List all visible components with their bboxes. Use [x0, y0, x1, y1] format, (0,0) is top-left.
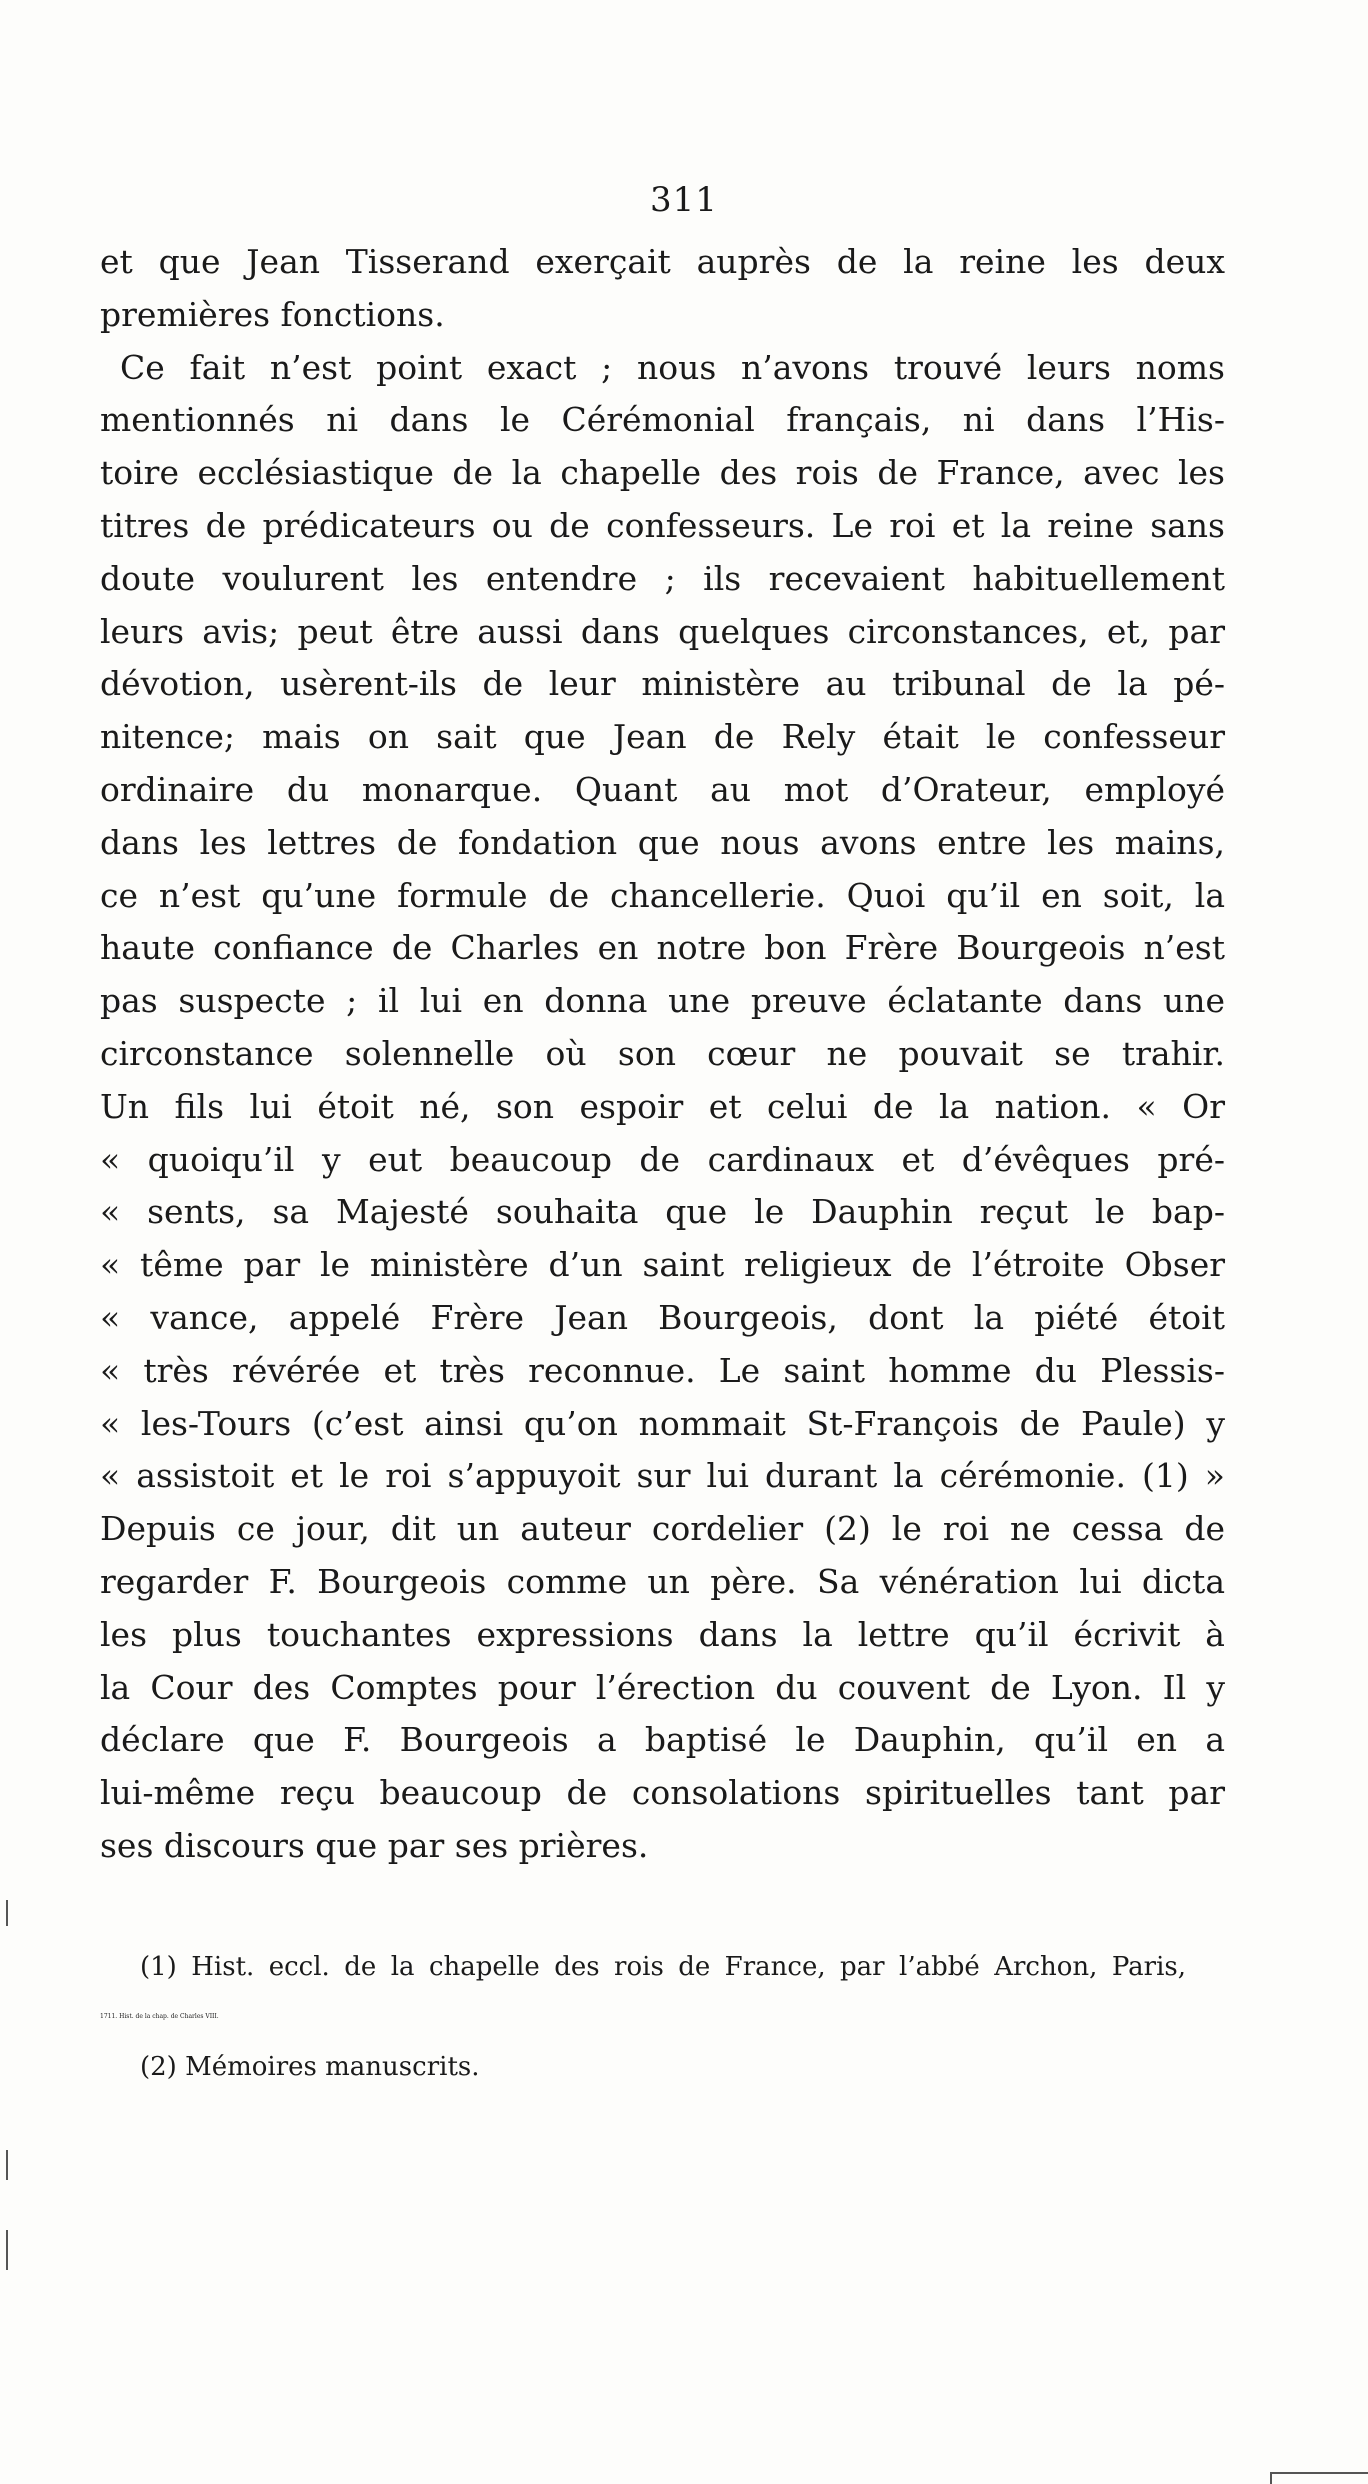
text-line: la Cour des Comptes pour l’érection du couvent de Lyon. Il y: [100, 1667, 1225, 1707]
quote-line: « assistoit et le roi s’appuyoit sur lui durant la cérémonie. (1) »: [100, 1456, 1225, 1496]
text-line: dans les lettres de fondation que nous avons entre les mains,: [100, 822, 1225, 862]
quote-line: « vance, appelé Frère Jean Bourgeois, dont la piété étoit: [100, 1297, 1225, 1337]
text-line: premières fonctions.: [100, 294, 445, 334]
footnote-2: (2) Mémoires manuscrits.: [140, 2052, 480, 2082]
text-line: Un fils lui étoit né, son espoir et celui de la nation. « Or: [100, 1086, 1225, 1126]
text-line: ce n’est qu’une formule de chancellerie. Quoi qu’il en soit, la: [100, 875, 1225, 915]
text-line: pas suspecte ; il lui en donna une preuve éclatante dans une: [100, 981, 1225, 1021]
quote-line: « sents, sa Majesté souhaita que le Dauphin reçut le bap-: [100, 1192, 1225, 1232]
text-line: Ce fait n’est point exact ; nous n’avons trouvé leurs noms: [120, 347, 1225, 387]
text-line: déclare que F. Bourgeois a baptisé le Dauphin, qu’il en a: [100, 1720, 1225, 1760]
text-line: toire ecclésiastique de la chapelle des rois de France, avec les: [100, 453, 1225, 493]
scan-margin-mark: [6, 2230, 8, 2270]
quote-line: « les-Tours (c’est ainsi qu’on nommait St-François de Paule) y: [100, 1403, 1225, 1443]
footnote-1-continued: 1711. Hist. de la chap. de Charles VIII.: [100, 2013, 219, 2020]
text-line: dévotion, usèrent-ils de leur ministère au tribunal de la pé-: [100, 664, 1225, 704]
page-number: 311: [650, 180, 718, 220]
footnote-1: (1) Hist. eccl. de la chapelle des rois de France, par l’abbé Archon, Paris,: [140, 1952, 1186, 1982]
quote-line: « très révérée et très reconnue. Le saint homme du Plessis-: [100, 1350, 1225, 1390]
text-line: et que Jean Tisserand exerçait auprès de la reine les deux: [100, 242, 1225, 281]
text-line: circonstance solennelle où son cœur ne pouvait se trahir.: [100, 1033, 1225, 1073]
text-line: les plus touchantes expressions dans la lettre qu’il écrivit à: [100, 1614, 1225, 1654]
quote-line: « tême par le ministère d’un saint religieux de l’étroite Obser: [100, 1245, 1225, 1285]
text-line: lui-même reçu beaucoup de consolations spirituelles tant par: [100, 1773, 1225, 1813]
text-line: leurs avis; peut être aussi dans quelques circonstances, et, par: [100, 611, 1225, 651]
text-line: mentionnés ni dans le Cérémonial français, ni dans l’His-: [100, 400, 1225, 440]
scan-margin-mark: [6, 2150, 8, 2180]
scan-corner-mark: [1270, 2472, 1368, 2484]
text-line: doute voulurent les entendre ; ils recevaient habituellement: [100, 558, 1225, 598]
text-line: regarder F. Bourgeois comme un père. Sa vénération lui dicta: [100, 1561, 1225, 1601]
text-line: nitence; mais on sait que Jean de Rely était le confesseur: [100, 717, 1225, 757]
body-text: [100, 236, 1225, 1873]
text-line: titres de prédicateurs ou de confesseurs. Le roi et la reine sans: [100, 505, 1225, 545]
text-line: Depuis ce jour, dit un auteur cordelier (2) le roi ne cessa de: [100, 1509, 1225, 1549]
quote-line: « quoiqu’il y eut beaucoup de cardinaux et d’évêques pré-: [100, 1139, 1225, 1179]
scan-margin-mark: [6, 1900, 8, 1926]
text-line: haute confiance de Charles en notre bon Frère Bourgeois n’est: [100, 928, 1225, 968]
footnotes: [100, 1942, 1186, 2092]
text-line: ses discours que par ses prières.: [100, 1825, 649, 1865]
text-line: ordinaire du monarque. Quant au mot d’Orateur, employé: [100, 769, 1225, 809]
